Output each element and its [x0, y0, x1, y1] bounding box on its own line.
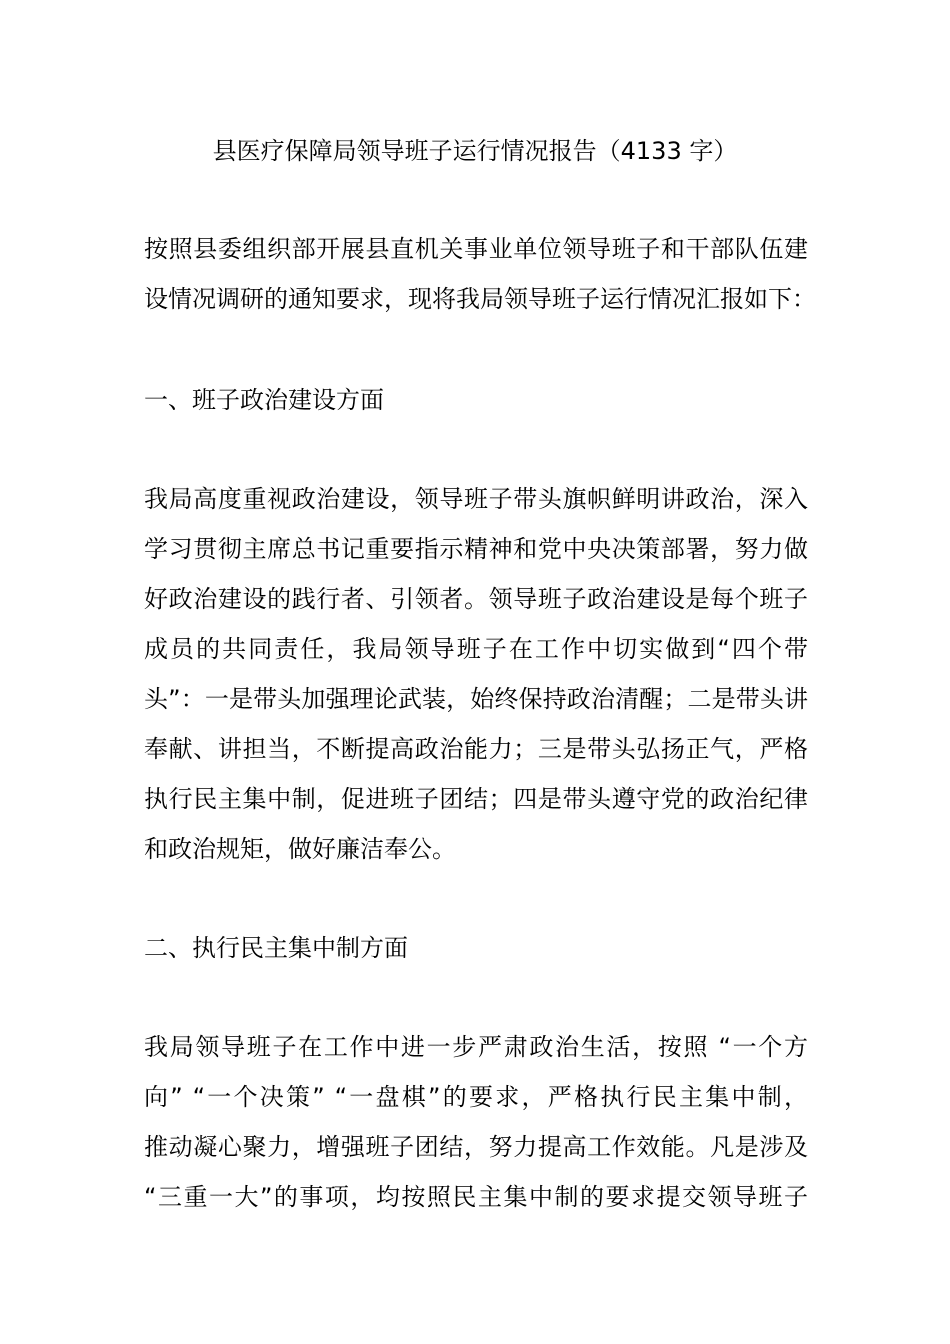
paragraph-line: 推动凝心聚力，增强班子团结，努力提高工作效能。凡是涉及	[144, 1133, 808, 1161]
section2-paragraph	[144, 1022, 808, 1222]
paragraph-line: 按照县委组织部开展县直机关事业单位领导班子和干部队伍建	[144, 235, 808, 263]
paragraph-line: 我局高度重视政治建设，领导班子带头旗帜鲜明讲政治，深入	[144, 485, 808, 513]
paragraph-line: 我局领导班子在工作中进一步严肃政治生活，按照 “一个方	[144, 1033, 808, 1061]
section-heading-1: 一、班子政治建设方面	[144, 386, 384, 414]
document-title: 县医疗保障局领导班子运行情况报告（4133 字）	[212, 137, 738, 165]
paragraph-line: 头”：一是带头加强理论武装，始终保持政治清醒；二是带头讲	[144, 685, 808, 713]
paragraph-line: 和政治规矩，做好廉洁奉公。	[144, 835, 456, 863]
paragraph-line: 向” “一个决策” “一盘棋”的要求，严格执行民主集中制，	[144, 1083, 808, 1111]
paragraph-line: 奉献、讲担当，不断提高政治能力；三是带头弘扬正气，严格	[144, 735, 808, 763]
paragraph-line: 设情况调研的通知要求，现将我局领导班子运行情况汇报如下：	[144, 285, 816, 313]
intro-paragraph	[144, 224, 816, 324]
paragraph-line: 执行民主集中制，促进班子团结；四是带头遵守党的政治纪律	[144, 785, 808, 813]
paragraph-line: “三重一大”的事项，均按照民主集中制的要求提交领导班子	[144, 1183, 808, 1211]
paragraph-line: 好政治建设的践行者、引领者。领导班子政治建设是每个班子	[144, 585, 808, 613]
section1-paragraph	[144, 474, 808, 874]
section-heading-2: 二、执行民主集中制方面	[144, 934, 408, 962]
paragraph-line: 成员的共同责任，我局领导班子在工作中切实做到“四个带	[144, 635, 808, 663]
paragraph-line: 学习贯彻主席总书记重要指示精神和党中央决策部署，努力做	[144, 535, 808, 563]
